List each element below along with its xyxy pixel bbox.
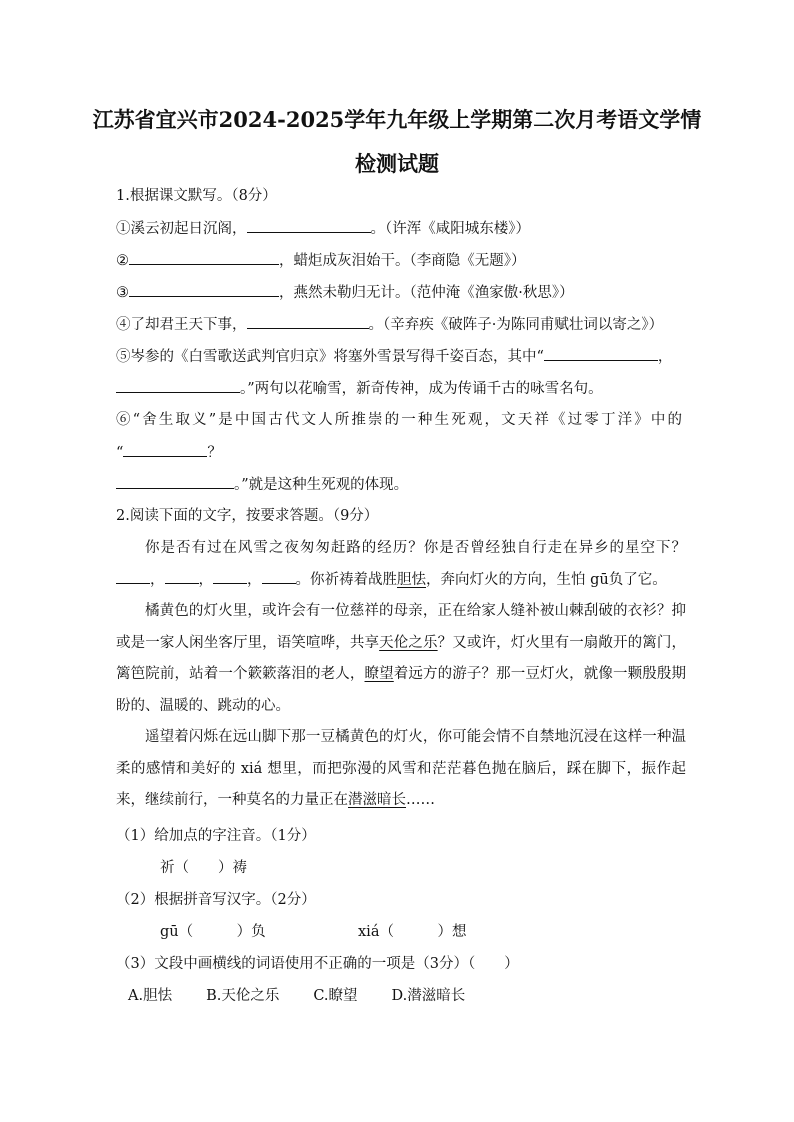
q1-item-5-text: ⑤岑参的《白雪歌送武判官归京》将塞外雪景写得千姿百态，其中“ bbox=[116, 349, 544, 365]
q1-item-3-source: ，燕然未勒归无计。（范仲淹《渔家傲·秋思》） bbox=[279, 285, 574, 301]
q1-item-6-line-3 bbox=[116, 474, 686, 495]
q1-item-6-text: ⑥“舍生取义”是中国古代文人所推崇的一种生死观，文天祥《过零丁洋》中的 bbox=[116, 412, 682, 428]
passage-text: 。你祈祷着战胜 bbox=[295, 571, 397, 588]
sub-question-3-heading: （3）文段中画横线的词语使用不正确的一项是（3分）（ ） bbox=[116, 956, 519, 972]
q1-item-5-rest: 。”两句以花喻雪，新奇传神，成为传诵千古的咏雪名句。 bbox=[240, 381, 603, 397]
sub-question-2-heading: （2）根据拼音写汉字。（2分） bbox=[116, 892, 316, 908]
answer-blank[interactable] bbox=[165, 569, 199, 584]
answer-blank[interactable] bbox=[116, 474, 234, 489]
q1-item-6-quote: “ bbox=[116, 445, 124, 461]
q1-item-3-text: ③ bbox=[116, 285, 129, 301]
q1-item-4-text: ④了却君王天下事， bbox=[116, 317, 247, 333]
passage-paragraph-1 bbox=[116, 533, 686, 596]
sub-question-1-heading: （1）给加点的字注音。（1分） bbox=[116, 828, 316, 844]
passage-text: 你是否有过在风雪之夜匆匆赶路的经历？你是否曾经独自行走在异乡的星空下？ bbox=[145, 540, 686, 556]
document-title-line2: 检测试题 bbox=[355, 151, 439, 176]
answer-blank[interactable] bbox=[129, 282, 279, 297]
option-a[interactable]: A.胆怯 bbox=[128, 988, 173, 1004]
q1-item-1-text: ①溪云初起日沉阁， bbox=[116, 221, 247, 237]
underlined-word-option-c: 瞭望 bbox=[364, 666, 394, 682]
underlined-word-option-a: 胆怯 bbox=[397, 571, 426, 588]
q1-item-3 bbox=[116, 282, 686, 303]
option-d[interactable]: D.潜滋暗长 bbox=[391, 988, 466, 1004]
q1-item-1-source: 。（许浑《咸阳城东楼》） bbox=[370, 221, 530, 237]
answer-blank[interactable] bbox=[213, 569, 247, 584]
q1-item-2-source: ，蜡炬成灰泪始干。（李商隐《无题》） bbox=[279, 253, 526, 269]
passage-text: ，奔向灯火的方向，生怕 gū负了它。 bbox=[426, 571, 667, 588]
passage-text: ？又或许，灯火里有一扇敞开的篱门，篱笆院前，站着一个簌簌落泪的老人， bbox=[116, 634, 687, 682]
passage-text: ， bbox=[150, 571, 165, 588]
passage-text: 着远方的游子？那一豆灯火，就像一颗殷殷期盼的、温暖的、跳动的心。 bbox=[116, 666, 687, 714]
passage-text: …… bbox=[406, 792, 435, 808]
sub-question-2-item-1[interactable]: gū（ ）负 bbox=[160, 924, 266, 940]
underlined-word-option-b: 天伦之乐 bbox=[379, 634, 438, 651]
passage-paragraph-2 bbox=[116, 596, 686, 722]
q1-item-6-line-2 bbox=[116, 442, 686, 463]
passage-text: 遥望着闪烁在远山脚下那一豆橘黄色的灯火，你可能会情不自禁地沉浸在这样一种温柔的感情和美好的 xiá 想里，而把弥漫的风雪和茫茫暮色抛在脑后，踩在脚下，振作起来，继续前行，一种莫名的力量正在 bbox=[116, 729, 686, 808]
q1-item-2 bbox=[116, 250, 686, 271]
q1-item-5-line-1 bbox=[116, 346, 686, 367]
q1-item-1 bbox=[116, 218, 686, 239]
answer-blank[interactable] bbox=[116, 569, 150, 584]
underlined-word-option-d: 潜滋暗长 bbox=[348, 792, 406, 808]
document-title-line1: 江苏省宜兴市2024-2025学年九年级上学期第二次月考语文学情 bbox=[92, 107, 702, 132]
q1-item-4 bbox=[116, 314, 686, 335]
question-1-heading: 1.根据课文默写。（8分） bbox=[116, 188, 277, 204]
q1-item-4-source: 。（辛弃疾《破阵子·为陈同甫赋壮词以寄之》） bbox=[368, 317, 664, 333]
answer-blank[interactable] bbox=[247, 314, 369, 329]
q1-item-5-line-2 bbox=[116, 378, 686, 399]
answer-blank[interactable] bbox=[116, 378, 240, 393]
answer-blank[interactable] bbox=[544, 346, 658, 361]
option-c[interactable]: C.瞭望 bbox=[313, 988, 358, 1004]
answer-blank[interactable] bbox=[129, 250, 279, 265]
option-b[interactable]: B.天伦之乐 bbox=[206, 988, 280, 1004]
q1-item-5-comma: ， bbox=[657, 349, 673, 365]
passage-text: ， bbox=[198, 571, 213, 588]
answer-blank[interactable] bbox=[247, 218, 371, 233]
sub-question-1-item[interactable]: 祈（ ）祷 bbox=[160, 860, 247, 876]
q1-item-6-question-mark: ？ bbox=[207, 445, 222, 461]
passage-paragraph-3 bbox=[116, 722, 686, 817]
question-2-heading: 2.阅读下面的文字，按要求答题。（9分） bbox=[116, 508, 379, 524]
q1-item-6-rest: 。”就是这种生死观的体现。 bbox=[234, 477, 409, 493]
sub-question-2-item-2[interactable]: xiá（ ）想 bbox=[358, 924, 467, 940]
q1-item-2-text: ② bbox=[116, 253, 129, 269]
q1-item-6-line-1 bbox=[116, 410, 682, 430]
answer-blank[interactable] bbox=[262, 569, 296, 584]
passage-text: 橘黄色的灯火里，或许会有一位慈祥的母亲，正在给家人缝补被山棘刮破的衣衫？抑或是一家人闲坐客厅里，语笑喧哗，共享 bbox=[116, 603, 686, 651]
passage-text: ， bbox=[247, 571, 262, 588]
sub-question-3-options bbox=[128, 986, 698, 1006]
answer-blank[interactable] bbox=[123, 442, 207, 457]
